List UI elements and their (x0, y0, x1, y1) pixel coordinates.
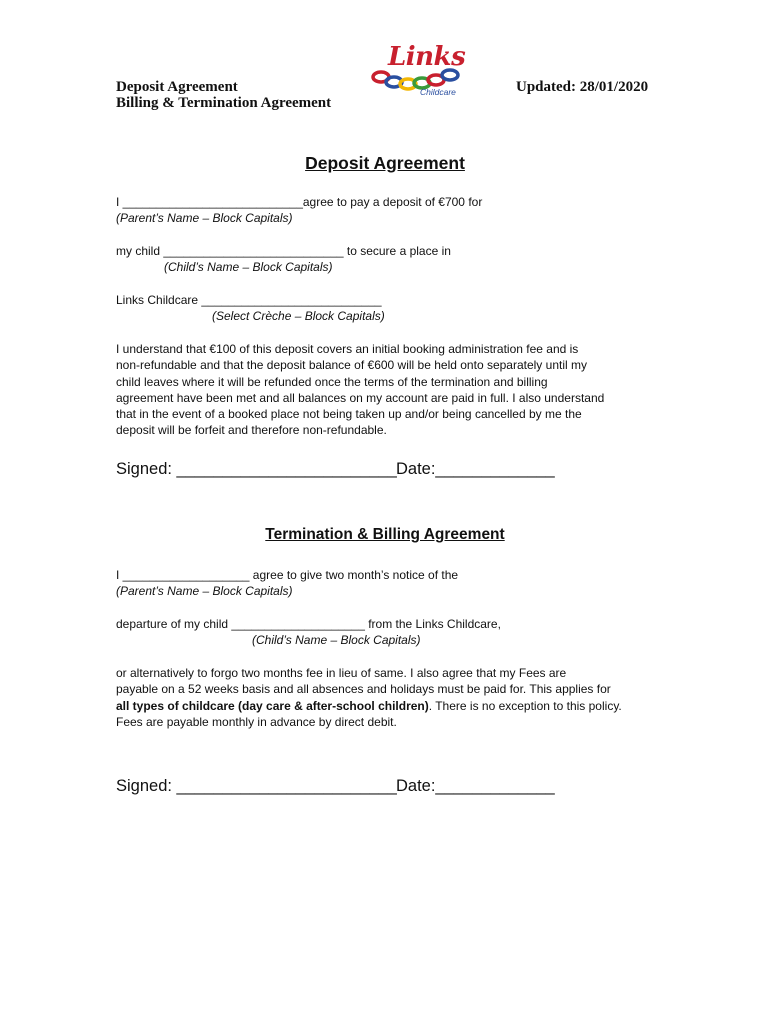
termination-paragraph (116, 665, 676, 730)
termination-signed: Signed: ________________________ (116, 777, 397, 795)
deposit-paragraph-line: I understand that €100 of this deposit covers an initial booking administration fee and is (116, 342, 579, 356)
termination-date: Date:_____________ (396, 777, 555, 795)
termination-paragraph-line: payable on a 52 weeks basis and all absences and holidays must be paid for. This applies for (116, 682, 611, 697)
deposit-creche-caption: (Select Crèche – Block Capitals) (212, 309, 385, 323)
termination-parent-line: I ___________________ agree to give two month’s notice of the (116, 568, 459, 582)
termination-paragraph-line (116, 698, 676, 714)
header-title: Deposit Agreement (116, 79, 238, 95)
logo-subtext: Childcare (420, 87, 456, 97)
deposit-paragraph-line: non-refundable and that the deposit balance of €600 will be held onto separately until my (116, 358, 587, 373)
deposit-paragraph-line: deposit will be forfeit and therefore non-refundable. (116, 423, 387, 438)
deposit-paragraph-line: agreement have been met and all balances on my account are paid in full. I also understand (116, 390, 605, 405)
deposit-child-line: my child ___________________________ to secure a place in (116, 244, 451, 258)
deposit-child-caption: (Child’s Name – Block Capitals) (164, 260, 333, 274)
deposit-parent-caption: (Parent’s Name – Block Capitals) (116, 211, 293, 225)
termination-paragraph-line: or alternatively to forgo two months fee in lieu of same. I also agree that my Fees are (116, 666, 567, 680)
updated-date: Updated: 28/01/2020 (516, 79, 649, 95)
termination-child-caption: (Child’s Name – Block Capitals) (252, 633, 421, 647)
deposit-paragraph-line: that in the event of a booked place not being taken up and/or being cancelled by me the (116, 407, 582, 422)
deposit-parent-line: I ___________________________agree to pay a deposit of €700 for (116, 195, 483, 209)
deposit-signed: Signed: ________________________ (116, 460, 397, 478)
termination-paragraph-line: Fees are payable monthly in advance by direct debit. (116, 714, 397, 729)
deposit-heading: Deposit Agreement (305, 153, 465, 173)
deposit-date: Date:_____________ (396, 460, 555, 478)
links-childcare-logo (368, 44, 468, 100)
logo-text: Links (388, 42, 466, 72)
deposit-creche-line: Links Childcare ___________________________ (116, 293, 382, 307)
termination-child-line: departure of my child ____________________ from the Links Childcare, (116, 617, 501, 631)
no-exception-text: . There is no exception to this policy. (428, 698, 622, 713)
termination-heading: Termination & Billing Agreement (265, 526, 505, 543)
deposit-paragraph (116, 341, 676, 439)
childcare-types-bold: all types of childcare (day care & after-school children) (116, 698, 429, 713)
header-subtitle: Billing & Termination Agreement (116, 95, 332, 111)
termination-parent-caption: (Parent’s Name – Block Capitals) (116, 584, 293, 598)
deposit-paragraph-line: child leaves where it will be refunded once the terms of the termination and billing (116, 374, 548, 389)
